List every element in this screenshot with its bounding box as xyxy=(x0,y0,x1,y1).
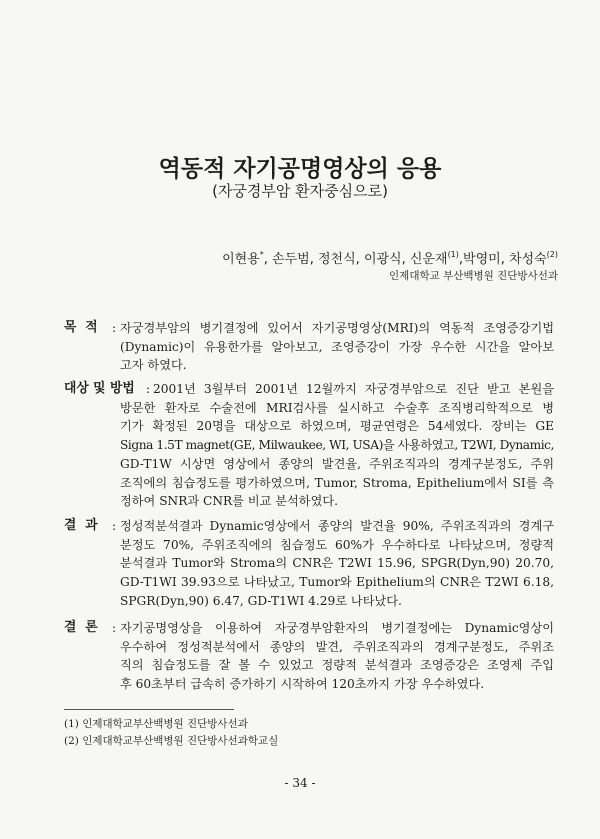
text-line: 정하여 SNR과 CNR를 비교 분석하였다. xyxy=(120,494,339,509)
text-line: SPGR(Dyn,90) 6.47, GD-T1WI 4.29로 나타났다. xyxy=(120,593,402,608)
label-colon: : xyxy=(146,382,151,396)
text-line: 고자 하였다. xyxy=(120,358,187,373)
conclusion-text xyxy=(120,619,554,694)
text-line: 후 60초부터 급속히 증가하기 시작하여 120초까지 가장 우수하였다. xyxy=(120,677,485,692)
purpose-text xyxy=(120,319,554,375)
text-line: 분석결과 Tumor와 Stroma의 CNR은 T2WI 15.96, SPGR(Dyn,90) 20.70, xyxy=(120,556,554,571)
footnote-mark-2: (2) xyxy=(546,250,558,259)
affiliation: 인제대학교 부산백병원 진단방사선과 xyxy=(389,270,558,282)
author-first: 이현용 xyxy=(222,252,260,267)
section-label-methods: 대상 및 방법 xyxy=(64,381,135,396)
paper-subtitle: (자궁경부암 환자중심으로) xyxy=(212,182,388,200)
text-line: GD-T1W 시상면 영상에서 종양의 발견율, 주위조직과의 경계구분정도, 주위 xyxy=(120,456,554,471)
text-line: 직의 침습정도를 잘 볼 수 있었고 정량적 분석결과 조영증강은 조영제 주입 xyxy=(120,658,554,673)
text-line: (Dynamic)이 유용한가를 알아보고, 조영증강이 가장 우수한 시간을 알아보 xyxy=(120,339,554,354)
text-line: Signa 1.5T magnet(GE, Milwaukee, WI, USA)을 사용하였고, T2WI, Dynamic, xyxy=(120,438,554,453)
label-colon: : xyxy=(112,519,117,533)
author-list xyxy=(222,248,558,267)
text-line: 기가 확정된 20명을 대상으로 하였으며, 평균연령은 54세였다. 장비는 GE xyxy=(120,419,554,434)
label-colon: : xyxy=(112,621,117,635)
footnote-1: (1) 인제대학교부산백병원 진단방사선과 xyxy=(64,718,248,730)
author-middle: , 손두범, 정천식, 이광식, 신운재 xyxy=(263,252,448,267)
author-last: ,박영미, 차성숙 xyxy=(458,252,547,267)
text-line: 우수하여 정성적분석에서 종양의 발견, 주위조직과의 경계구분정도, 주위조 xyxy=(120,639,554,654)
text-line: 조직에의 침습정도를 평가하였으며, Tumor, Stroma, Epithelium에서 SI를 측 xyxy=(120,475,554,490)
text-line: 분정도 70%, 주위조직에의 침습정도 60%가 우수하다로 나타났으며, 정량적 xyxy=(120,537,554,552)
text-line: 자궁경부암의 병기결정에 있어서 자기공명영상(MRI)의 역동적 조영증강기법 xyxy=(120,321,554,335)
text-line: 2001년 3월부터 2001년 12월까지 자궁경부암으로 진단 받고 본원을 xyxy=(153,382,554,396)
text-line: 자기공명영상을 이용하여 자궁경부암환자의 병기결정에는 Dynamic영상이 xyxy=(120,621,554,635)
footnote-2: (2) 인제대학교부산백병원 진단방사선과학교실 xyxy=(64,735,279,747)
corresponding-mark: * xyxy=(259,250,264,259)
methods-text xyxy=(120,380,554,511)
footnote-mark-1: (1) xyxy=(447,250,459,259)
text-line: 방문한 환자로 수술전에 MRI검사를 실시하고 수술후 조직병리학적으로 병 xyxy=(120,400,554,415)
section-label-conclusion: 결 론 xyxy=(64,620,98,635)
footnote-divider xyxy=(64,709,234,710)
page-number: - 34 - xyxy=(284,776,316,790)
label-colon: : xyxy=(112,321,117,335)
section-label-purpose: 목 적 xyxy=(64,320,98,335)
section-label-results: 결 과 xyxy=(64,518,98,533)
text-line: GD-T1WI 39.93으로 나타났고, Tumor와 Epithelium의 CNR은 T2WI 6.18, xyxy=(120,575,554,590)
results-text xyxy=(120,517,554,611)
text-line: 정성적분석결과 Dynamic영상에서 종양의 발견율 90%, 주위조직과의 경계구 xyxy=(120,519,554,533)
paper-title: 역동적 자기공명영상의 응용 xyxy=(158,156,442,182)
